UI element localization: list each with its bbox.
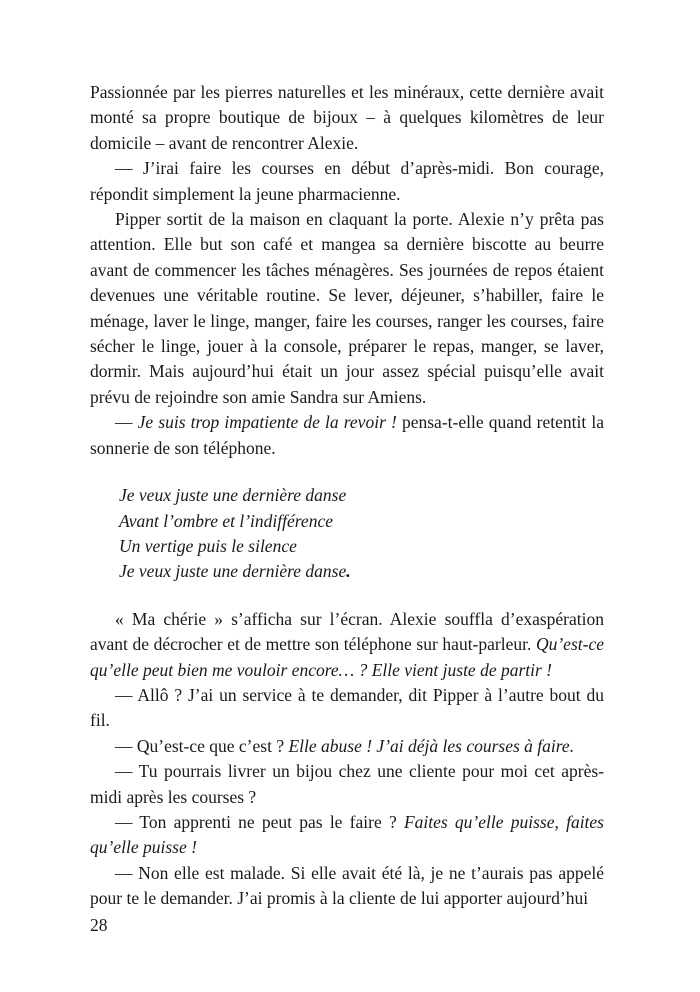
paragraph-p10 — [90, 861, 604, 912]
italic-thought: Elle abuse ! J’ai déjà les courses à faire. — [288, 735, 575, 756]
text-run: — Tu pourrais livrer un bijou chez une cliente pour moi cet après-midi après les courses ? — [90, 761, 604, 807]
verse-end-mark: . — [346, 561, 351, 582]
text-run: Passionnée par les pierres naturelles et les minéraux, cette dernière avait monté sa propre boutique de bijoux – à quelques kilomètres de leur domicile – avant de rencontrer Alexie. — [90, 82, 604, 153]
verse-line-text: Je veux juste une dernière danse — [119, 561, 347, 582]
paragraph-p2 — [90, 156, 604, 207]
verse-line-text: Un vertige puis le silence — [119, 535, 297, 556]
paragraph-p8 — [90, 759, 604, 810]
paragraph-p4 — [90, 410, 604, 461]
text-run: — Non elle est malade. Si elle avait été là, je ne t’aurais pas appelé pour te le demander. J’ai promis à la cliente de lui apporter aujourd’hui — [90, 862, 604, 909]
text-run: — Qu’est-ce que c’est ? — [115, 735, 289, 756]
paragraph-p7 — [90, 734, 604, 759]
paragraph-p1 — [90, 80, 604, 156]
verse-block — [119, 483, 604, 585]
text-run: — Ton apprenti ne peut pas le faire ? — [115, 811, 404, 832]
italic-thought: Je suis trop impatiente de la revoir ! — [137, 412, 397, 433]
text-run: — Allô ? J’ai un service à te demander, dit Pipper à l’autre bout du fil. — [90, 684, 604, 731]
verse-line — [119, 534, 604, 559]
text-run: — — [115, 412, 138, 433]
text-run: pensa-t-elle quand retentit la sonnerie de son téléphone. — [90, 412, 604, 458]
verse-line-text: Avant l’ombre et l’indifférence — [119, 510, 333, 531]
text-run: « Ma chérie » s’afficha sur l’écran. Alexie souffla d’exaspération avant de décrocher et de mettre son téléphone sur haut-parleur. — [90, 608, 604, 655]
paragraph-p6 — [90, 683, 604, 734]
text-run: Pipper sortit de la maison en claquant la porte. Alexie n’y prêta pas attention. Elle but son café et mangea sa dernière biscotte au beurre avant de commencer les tâches ménagères. Ses journées de repos étaient devenues une véritable routine. Se lever, déjeuner, s’habiller, faire le ménage, laver le linge, manger, faire les courses, ranger les courses, faire sécher le linge, jouer à la console, préparer le repas, manger, se laver, dormir. Mais aujourd’hui était un jour assez spécial puisqu’elle avait prévu de rejoindre son amie Sandra sur Amiens. — [90, 209, 604, 407]
italic-thought: Qu’est-ce qu’elle peut bien me vouloir encore… ? Elle vient juste de partir ! — [90, 634, 604, 680]
page-number: 28 — [90, 915, 108, 935]
text-run: — J’irai faire les courses en début d’après-midi. Bon courage, répondit simplement la jeune pharmacienne. — [90, 158, 604, 204]
paragraph-p9 — [90, 810, 604, 861]
paragraph-p5 — [90, 607, 604, 683]
paragraph-p3 — [90, 207, 604, 410]
verse-line — [119, 483, 604, 508]
verse-line — [119, 509, 604, 534]
book-page — [90, 80, 604, 912]
italic-thought: Faites qu’elle puisse, faites qu’elle puisse ! — [90, 811, 604, 858]
verse-line — [119, 559, 604, 584]
prose-block-bottom — [90, 607, 604, 912]
verse-line-text: Je veux juste une dernière danse — [119, 485, 347, 506]
prose-block-top — [90, 80, 604, 461]
